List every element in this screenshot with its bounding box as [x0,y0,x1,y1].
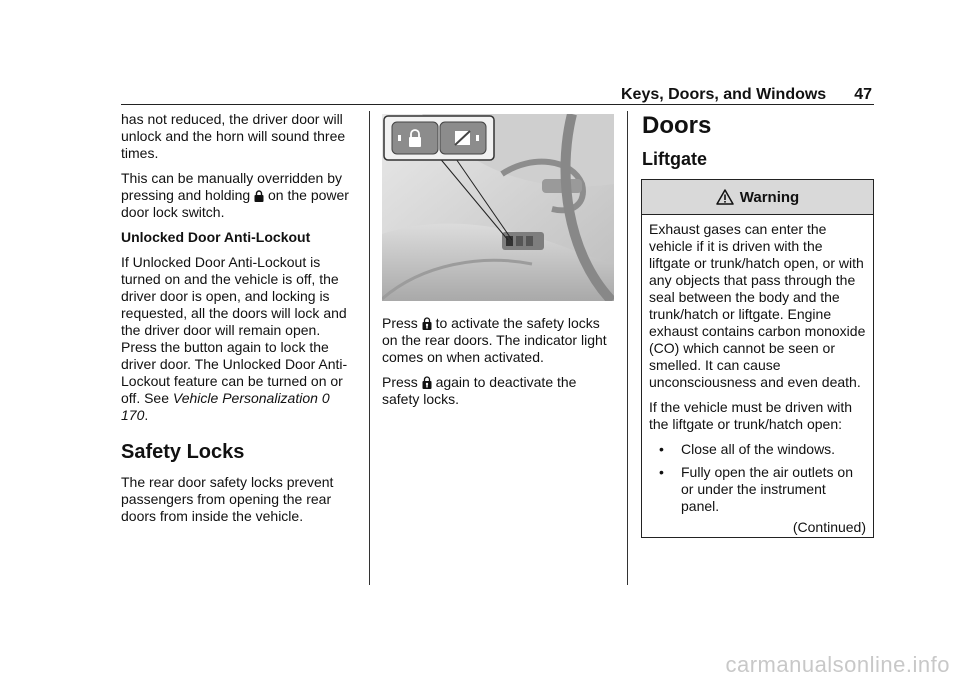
warning-paragraph-1: Exhaust gases can enter the vehicle if it is driven with the liftgate or trunk/hatch open, or with any objects that pass through the seal between the body and the trunk/hatch or liftgate. Engine exhaust contains carbon monoxide (CO) which cannot be seen or smelled. It can cause unconsciousness and even death. [649,221,866,390]
override-text-a: This can be manually overridden by pressing and holding [121,170,343,203]
column-1 [121,111,357,533]
activate-text-a: Press [382,315,418,331]
bullet-text: Fully open the air outlets on or under the instrument panel. [681,464,853,514]
subheading-anti-lockout: Unlocked Door Anti-Lockout [121,229,311,245]
child-lock-icon [422,317,432,330]
bullet-text: Close all of the windows. [681,441,836,457]
subsection-title-liftgate: Liftgate [642,149,707,169]
warning-label: Warning [739,188,800,206]
bullet-mark: • [659,441,664,457]
warning-paragraph-2: If the vehicle must be driven with the liftgate or trunk/hatch open: [649,399,853,432]
list-item [659,441,866,458]
column-divider-2 [627,111,628,585]
deactivate-text-a: Press [382,374,418,390]
page-ref-number[interactable]: 170 [121,407,145,423]
paragraph-override [121,170,357,221]
warning-body [642,215,873,536]
child-lock-icon [422,376,432,389]
column-divider-1 [369,111,370,585]
continued-label: (Continued) [792,519,866,535]
warning-box [641,179,874,538]
page-number: 47 [854,86,872,103]
header-rule [121,104,874,105]
anti-lockout-text: If Unlocked Door Anti-Lockout is turned on and the vehicle is off, the driver door is open, and locking is requested, all the doors will lock and the driver door will remain open. Press the button again to lock the driver door. The Unlocked Door Anti-Lockout feature can be turned on or off. See [121,254,348,406]
vehicle-personalization-link[interactable]: Vehicle Personalization [172,390,318,406]
section-title-doors: Doors [642,112,712,139]
period: . [144,407,149,423]
deactivate-text-b: again to deactivate the safety locks. [382,374,577,407]
warning-header [642,180,873,215]
override-text-b: on the power door lock switch. [121,187,349,220]
column-2 [382,315,614,416]
warning-triangle-icon [716,189,734,205]
door-panel-photo [382,114,614,301]
paragraph-anti-lockout [121,254,357,424]
watermark: carmanualsonline.info [725,652,950,677]
page-header [621,86,872,104]
paragraph-activate [382,315,614,366]
bullet-mark: • [659,464,664,480]
list-item [659,464,866,515]
page-ref-arrow: 0 [321,390,330,406]
header-title: Keys, Doors, and Windows [620,86,827,103]
activate-text-b: to activate the safety locks on the rear doors. The indicator light comes on when activated. [382,315,607,365]
paragraph-anti-lockout-cont: has not reduced, the driver door will unlock and the horn will sound three times. [121,111,346,161]
paragraph-safety-locks: The rear door safety locks prevent passengers from opening the rear doors from inside the vehicle. [121,474,334,524]
lock-icon [254,190,264,202]
section-title-safety-locks: Safety Locks [121,441,245,463]
paragraph-deactivate [382,374,614,408]
